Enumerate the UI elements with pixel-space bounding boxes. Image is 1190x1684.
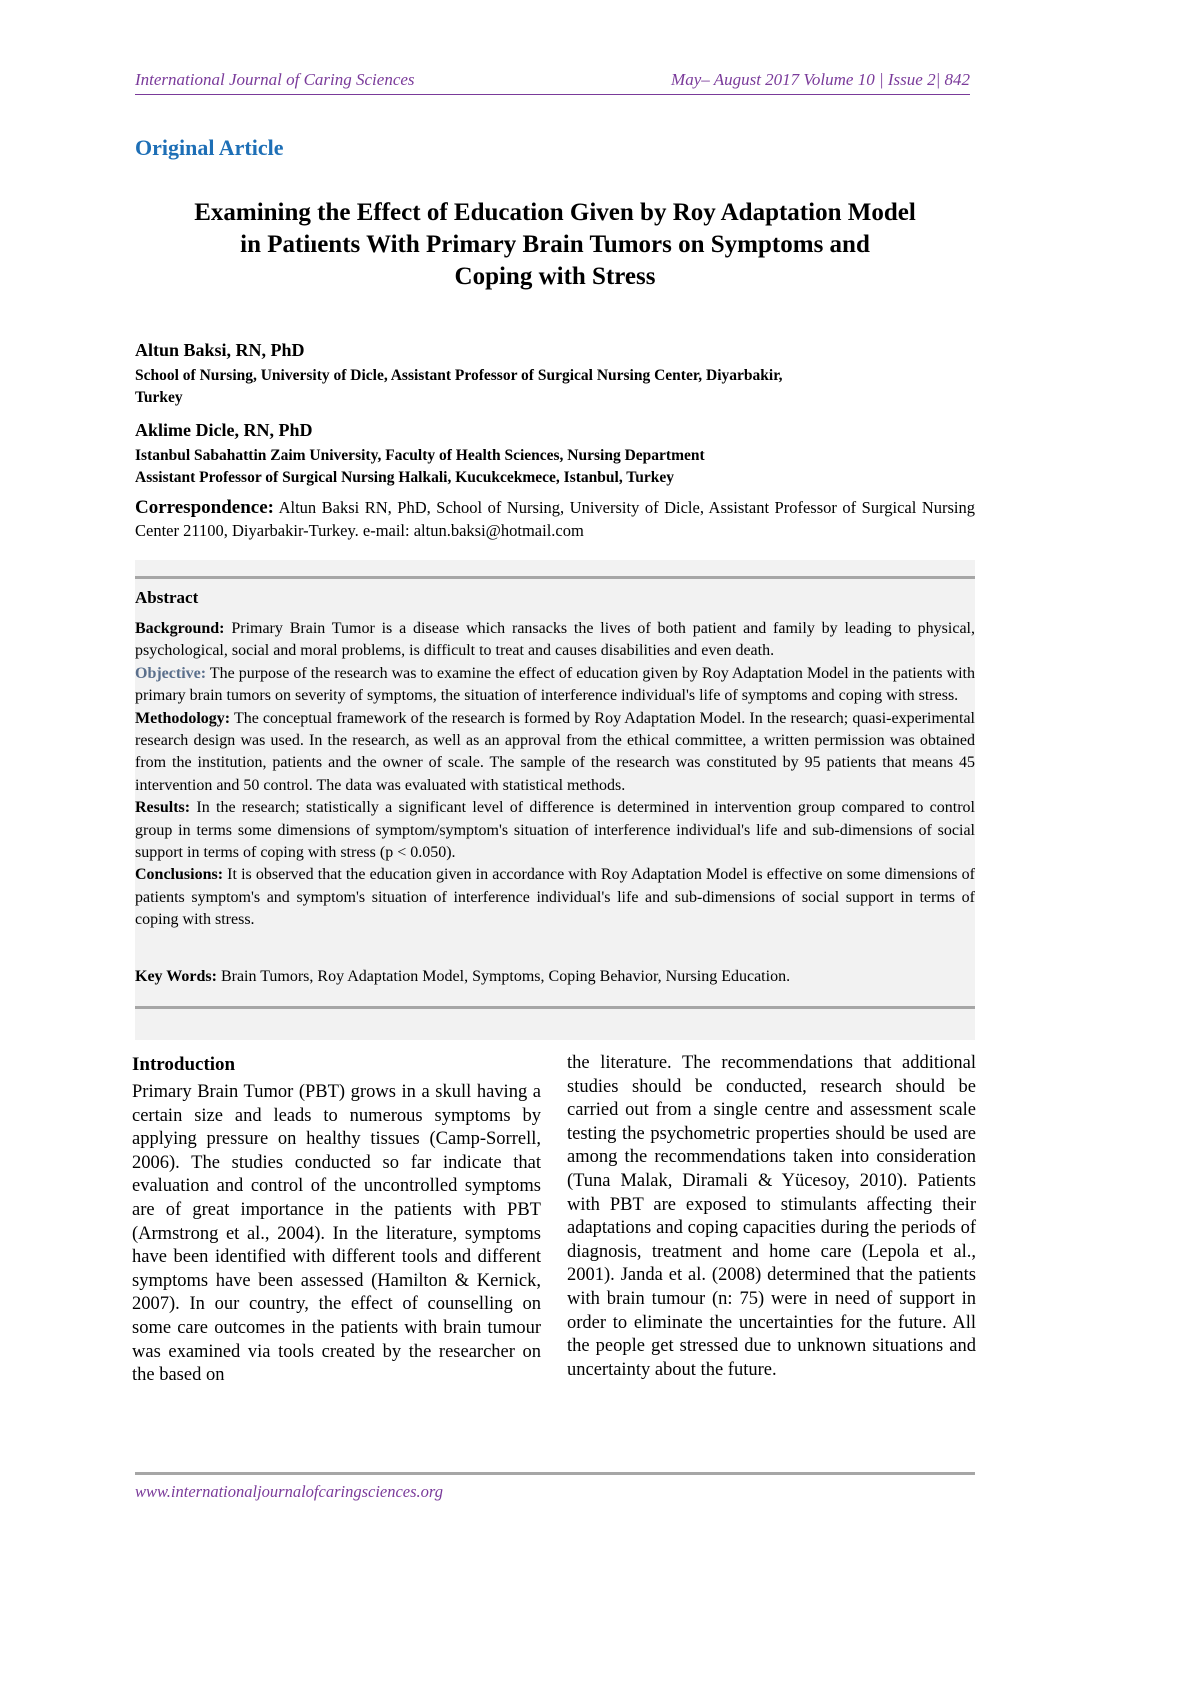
- abstract-top-rule: [135, 576, 975, 579]
- background-text: Primary Brain Tumor is a disease which ransacks the lives of both patient and family by leading to physical, psychological, social and moral problems, is difficult to treat and causes disabilities and even death.: [135, 620, 975, 660]
- author-name: Altun Baksi, RN, PhD: [135, 340, 305, 360]
- correspondence-text: Altun Baksi RN, PhD, School of Nursing, University of Dicle, Assistant Professor of Surgical Nursing Center 21100, Diyarbakir-Turkey. e-mail: altun.baksi@hotmail.com: [135, 498, 975, 540]
- conclusions-text: It is observed that the education given in accordance with Roy Adaptation Model is effective on some dimensions of patients symptom's and symptom's situation of interference individual's life and sub-dimensions of social support in terms of coping with stress.: [135, 866, 975, 929]
- abstract-methodology: [135, 708, 975, 798]
- affiliation-line: Turkey: [135, 388, 183, 406]
- abstract-keywords: [135, 968, 975, 986]
- abstract-heading: Abstract: [135, 588, 199, 607]
- author-affiliation: [135, 365, 975, 408]
- affiliation-line: School of Nursing, University of Dicle, Assistant Professor of Surgical Nursing Center, Diyarbakir,: [135, 367, 783, 384]
- running-header: [135, 68, 970, 95]
- methodology-label: Methodology:: [135, 709, 231, 727]
- results-label: Results:: [135, 799, 191, 817]
- title-line: Coping with Stress: [454, 263, 656, 290]
- conclusions-label: Conclusions:: [135, 866, 224, 884]
- article-title: [135, 197, 975, 293]
- abstract-box: [135, 560, 975, 1040]
- correspondence-label: Correspondence:: [135, 497, 274, 518]
- introduction-heading: Introduction: [132, 1054, 236, 1075]
- abstract-conclusions: [135, 864, 975, 931]
- affiliation-line: Istanbul Sabahattin Zaim University, Faculty of Health Sciences, Nursing Department: [135, 447, 705, 464]
- abstract-bottom-rule: [135, 1006, 975, 1009]
- affiliation-line: Assistant Professor of Surgical Nursing Halkali, Kucukcekmece, Istanbul, Turkey: [135, 468, 674, 486]
- title-line: in Patiıents With Primary Brain Tumors on Symptoms and: [240, 231, 870, 258]
- title-line: Examining the Effect of Education Given by Roy Adaptation Model: [194, 199, 916, 226]
- journal-name: International Journal of Caring Sciences: [135, 70, 415, 89]
- correspondence: [135, 497, 975, 542]
- objective-text: The purpose of the research was to examine the effect of education given by Roy Adaptation Model in the patients with primary brain tumors on severity of symptoms, the situation of interference individual's life of symptoms and coping with stress.: [135, 664, 975, 705]
- abstract-results: [135, 797, 975, 864]
- issue-info: May– August 2017 Volume 10 | Issue 2| 842: [671, 70, 970, 89]
- footer-url: www.internationaljournalofcaringsciences.org: [135, 1482, 443, 1501]
- introduction-left-column: [132, 1052, 541, 1388]
- abstract-objective: [135, 663, 975, 708]
- background-label: Background:: [135, 620, 225, 637]
- objective-label: Objective:: [135, 664, 207, 682]
- keywords-label: Key Words:: [135, 968, 217, 985]
- article-type: Original Article: [135, 135, 284, 160]
- introduction-paragraph-continued: the literature. The recommendations that additional studies should be conducted, research should be carried out from a single centre and assessment scale testing the psychometric properties should be used are among the recommendations taken into consideration (Tuna Malak, Diramali & Yücesoy, 2010). Patients with PBT are exposed to stimulants affecting their adaptations and coping capacities during the periods of diagnosis, treatment and home care (Lepola et al., 2001). Janda et al. (2008) determined that the patients with brain tumour (n: 75) were in need of support in order to eliminate the uncertainties for the future. All the people get stressed due to unknown situations and uncertainty about the future.: [567, 1053, 976, 1380]
- results-text: In the research; statistically a significant level of difference is determined in intervention group compared to control group in terms some dimensions of symptom/symptom's situation of interference individual's life and sub-dimensions of social support in terms of coping with stress (p < 0.050).: [135, 799, 975, 862]
- footer-rule: [135, 1472, 975, 1475]
- keywords-text: Brain Tumors, Roy Adaptation Model, Symptoms, Coping Behavior, Nursing Education.: [216, 968, 791, 985]
- abstract-background: [135, 618, 975, 663]
- methodology-text: The conceptual framework of the research is formed by Roy Adaptation Model. In the research; quasi-experimental research design was used. In the research, as well as an approval from the ethical committee, a written permission was obtained from the institution, patients and the owner of scale. The sample of the research was constituted by 95 patients that means 45 intervention and 50 control. The data was evaluated with statistical methods.: [135, 709, 975, 794]
- introduction-right-column: [567, 1052, 976, 1382]
- introduction-paragraph: Primary Brain Tumor (PBT) grows in a skull having a certain size and leads to numerous symptoms by applying pressure on healthy tissues (Camp-Sorrell, 2006). The studies conducted so far indicate that evaluation and control of the uncontrolled symptoms are of great importance in the patients with PBT (Armstrong et al., 2004). In the literature, symptoms have been identified with different tools and different symptoms have been assessed (Hamilton & Kernick, 2007). In our country, the effect of counselling on some care outcomes in the patients with brain tumour was examined via tools created by the researcher on the based on: [132, 1082, 541, 1386]
- author-name: Aklime Dicle, RN, PhD: [135, 420, 313, 440]
- abstract-body: [135, 618, 975, 932]
- author-affiliation: [135, 445, 975, 488]
